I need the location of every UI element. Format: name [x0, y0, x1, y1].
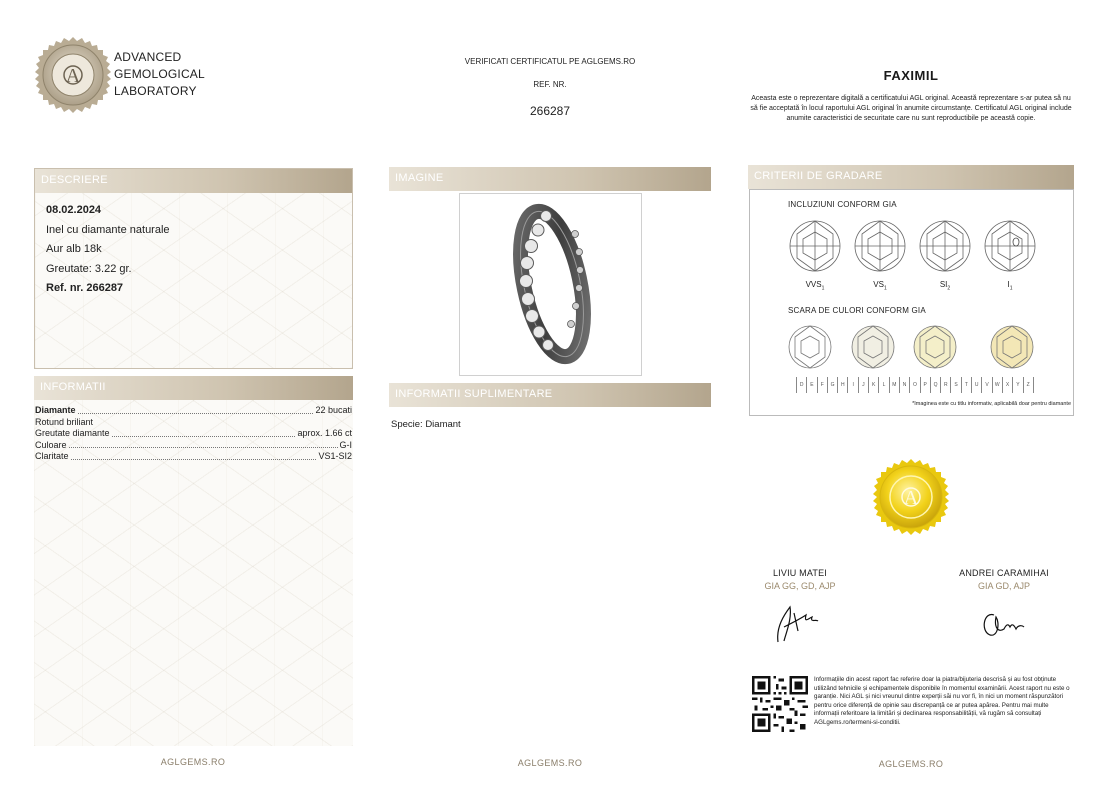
descriere-line-1: Inel cu diamante naturale [46, 223, 170, 236]
color-scale-cell: E [807, 377, 817, 393]
info-row-claritate [35, 451, 352, 463]
informatii-section [34, 376, 353, 746]
signer-name: ANDREI CARAMIHAI [959, 568, 1049, 578]
color-scale-cell: J [859, 377, 869, 393]
color-scale-cell: N [900, 377, 910, 393]
footer-link-left[interactable]: AGLGEMS.RO [160, 757, 226, 767]
signature-mark [770, 597, 830, 647]
ring-image-frame [459, 193, 642, 376]
color-scale-cell: V [982, 377, 992, 393]
svg-text:A: A [65, 65, 81, 87]
lab-seal-icon [34, 36, 112, 114]
info-value: G-I [339, 439, 352, 450]
ring-image [460, 194, 641, 375]
culori-title: SCARA DE CULORI CONFORM GIA [788, 306, 926, 315]
descriere-ref: Ref. nr. 266287 [46, 282, 124, 294]
logo-line-3: LABORATORY [114, 84, 197, 98]
clarity-label-i: $I_1$ [1007, 280, 1013, 292]
color-scale-cell: Z [1024, 377, 1034, 393]
imagine-heading: IMAGINE [389, 167, 711, 191]
info-label: Rotund briliant [35, 416, 94, 427]
descriere-line-3: Greutate: 3.22 gr. [46, 262, 132, 275]
info-value: aprox. 1.66 ct [297, 428, 352, 438]
color-scale-cell: R [941, 377, 951, 393]
ref-number: 266287 [529, 104, 571, 118]
specie-text: Specie: Diamant [391, 419, 461, 430]
color-scale-cell: I [848, 377, 858, 393]
disclaimer-text: Informațiile din acest raport fac referire doar la piatra/bijuteria descrisă și au fost obținute utilizând tehnicile și echipamentele disponibile în momentul examinării. Acest raport nu este o garanție. Nici AGL și nici vreunul dintre experții săi nu vor fi, în nici un moment răspunzători pentru orice diferență de opinie sau discrepanță ce ar putea apărea. Pentru mai multe informații referitoare la limitări și declinarea responsabilității, vă rugăm să consultați AGLgems.ro/termeni-si-conditii. [814, 676, 1070, 726]
ref-label: REF. NR. [533, 80, 567, 89]
suplimentare-heading: INFORMATII SUPLIMENTARE [389, 383, 711, 407]
signature-left [740, 568, 860, 647]
color-scale-cell: G [828, 377, 838, 393]
clarity-label-si: $SI_2$ [939, 280, 951, 292]
color-scale-cell: T [962, 377, 972, 393]
faximil-title: FAXIMIL [883, 68, 939, 83]
signature-mark [974, 597, 1034, 647]
color-scale-cell: U [972, 377, 982, 393]
color-scale-cell: F [818, 377, 828, 393]
faximil-text: Aceasta este o reprezentare digitală a certificatului AGL original. Această reprezentare s-ar putea să nu să fie acceptată în locul raportului AGL original în anumite circumstanțe. Certificatul AGL original include anumite caracteristici de securitate care nu sunt reproductibile pe această copie. [750, 95, 1072, 122]
color-scale-cell: Q [931, 377, 941, 393]
color-scale-cell: M [890, 377, 900, 393]
signer-name: LIVIU MATEI [772, 568, 828, 578]
footer-link-right[interactable]: AGLGEMS.RO [878, 759, 944, 769]
signature-right [944, 568, 1064, 647]
color-scale-cell: X [1003, 377, 1013, 393]
grading-note: *Imaginea este cu titlu informativ, aplicabilă doar pentru diamante [912, 401, 1071, 407]
color-scale-cell: K [869, 377, 879, 393]
color-scale [796, 377, 1034, 393]
criterii-heading: CRITERII DE GRADARE [748, 165, 1074, 189]
descriere-section [34, 168, 353, 369]
grading-box [749, 189, 1074, 416]
color-scale-cell: O [910, 377, 920, 393]
info-row-culoare [35, 440, 352, 452]
verify-line: VERIFICATI CERTIFICATUL PE AGLGEMS.RO [464, 57, 636, 66]
info-label: Diamante [35, 405, 76, 415]
info-row-rotund [35, 417, 352, 429]
info-label: Culoare [35, 439, 67, 450]
logo-line-2: GEMOLOGICAL [114, 67, 205, 81]
info-row-diamante [35, 405, 352, 417]
info-value: 22 bucati [315, 405, 352, 415]
footer-link-center[interactable]: AGLGEMS.RO [517, 758, 583, 768]
color-scale-cell: S [951, 377, 961, 393]
signer-credentials: GIA GD, AJP [977, 581, 1031, 591]
info-row-greutate [35, 428, 352, 440]
descriere-line-2: Aur alb 18k [46, 243, 102, 255]
color-diamonds [750, 322, 1075, 374]
descriere-heading: DESCRIERE [35, 169, 352, 193]
logo [34, 36, 244, 116]
color-scale-cell: H [838, 377, 848, 393]
qr-code-icon[interactable] [752, 676, 808, 732]
color-scale-cell: L [879, 377, 889, 393]
color-scale-cell: D [797, 377, 807, 393]
gold-seal-icon [872, 458, 950, 536]
logo-line-1: ADVANCED [114, 50, 182, 64]
color-scale-cell: P [921, 377, 931, 393]
descriere-date: 08.02.2024 [46, 204, 102, 216]
signer-credentials: GIA GG, GD, AJP [764, 581, 836, 591]
color-scale-cell: Y [1013, 377, 1023, 393]
incluziuni-title: INCLUZIUNI CONFORM GIA [788, 200, 897, 209]
info-value: VS1-SI2 [318, 451, 352, 461]
svg-text:A: A [903, 487, 919, 509]
informatii-heading: INFORMATII [34, 376, 353, 400]
color-scale-cell: W [993, 377, 1003, 393]
info-label: Greutate diamante [35, 428, 110, 438]
info-label: Claritate [35, 451, 69, 461]
clarity-label-vs: $VS_1$ [873, 280, 887, 292]
clarity-label-vvs: $VVS_1$ [805, 280, 825, 292]
